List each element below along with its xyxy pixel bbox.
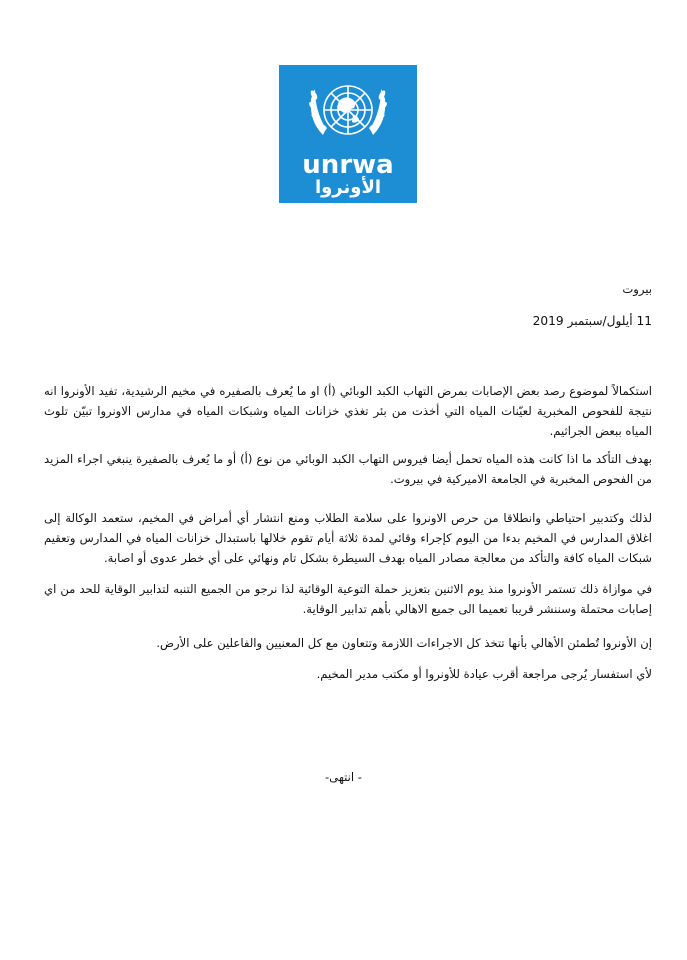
paragraph-2: بهدف التأكد ما اذا كانت هذه المياه تحمل أيضا فيروس التهاب الكبد الوبائي من نوع (أ) أو ما يُعرف بالصفيرة ينبغي اجراء المزيد من الفحوص المخبرية في الجامعة الاميركية في بيروت. bbox=[44, 452, 652, 486]
paragraph-4: في موازاة ذلك تستمر الأونروا منذ يوم الاثنين بتعزيز حملة التوعية الوقائية لذا نرجو من الجميع التنبه لتدابير الوقاية للحد من اي إصابات محتملة وسننشر قريبا تعميما الى جميع الاهالي بأهم تدابير الوقاية. bbox=[44, 582, 652, 616]
end-mark: - انتهى- bbox=[324, 770, 362, 784]
logo-latin-text: unrwa bbox=[302, 150, 394, 180]
logo-arabic-text: الأونروا bbox=[314, 177, 382, 198]
paragraph-5: إن الأونروا تُطمئن الأهالي بأنها تتخذ كل الاجراءات اللازمة وتتعاون مع كل المعنيين والفاعلين على الأرض. bbox=[156, 636, 652, 650]
unrwa-logo bbox=[279, 65, 417, 203]
paragraph-1: استكمالاً لموضوع رصد بعض الإصابات بمرض التهاب الكبد الوبائي (أ) او ما يُعرف بالصفيره في مخيم الرشيدية، تفيد الأونروا انه نتيجة للفحوص المخبرية لعيّنات المياه التي أخذت من بئر تغذي خزانات المياه وشبكات المياه في مدارس الاونروا تبيّن تلوث المياه ببعض الجراثيم. bbox=[44, 384, 652, 438]
date-line: 11 أيلول/سبتمبر 2019 bbox=[532, 314, 652, 328]
paragraph-3: لذلك وكتدبير احتياطي وانطلاقا من حرص الاونروا على سلامة الطلاب ومنع انتشار أي أمراض في المخيم، ستعمد الوكالة إلى اغلاق المدارس في المخيم بدءا من اليوم كإجراء وقائي لمدة ثلاثة أيام تقوم خلالها باستبدال خزانات المياه في المدارس وتعقيم شبكات المياه كافة والتأكد من معالجة مصادر المياه بهدف السيطرة بشكل تام ونهائي على أي خطر عدوى أو اصابة. bbox=[44, 511, 652, 565]
city-line: بيروت bbox=[622, 282, 652, 296]
paragraph-6: لأي استفسار يُرجى مراجعة أقرب عيادة للأونروا أو مكتب مدير المخيم. bbox=[316, 667, 652, 681]
